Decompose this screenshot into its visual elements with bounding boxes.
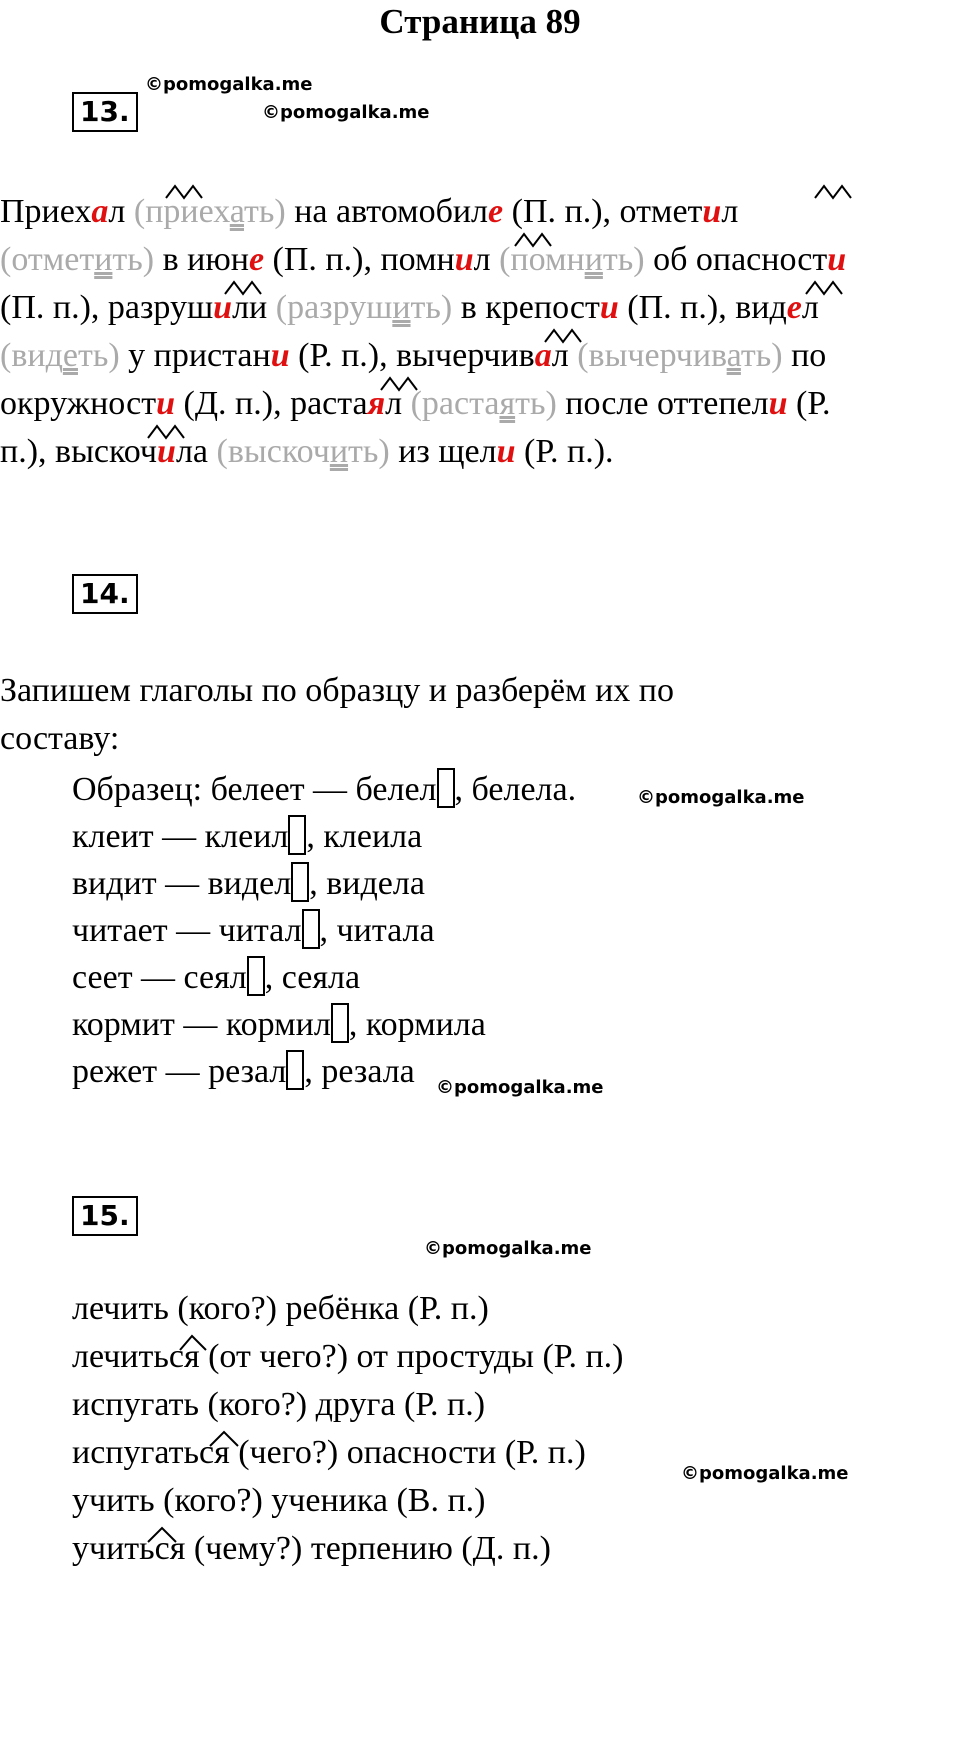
watermark: ©pomogalka.me (145, 74, 313, 95)
ex15-line: испугаться (чего?) опасности (Р. п.) (72, 1434, 586, 1471)
watermark: ©pomogalka.me (637, 787, 805, 808)
page-title: Страница 89 (379, 2, 581, 41)
ex14-row: клеит — клеил , клеила (72, 815, 422, 856)
ex15-line: лечить (кого?) ребёнка (Р. п.) (72, 1290, 489, 1327)
watermark: ©pomogalka.me (262, 102, 430, 123)
ex15-line: учить (кого?) ученика (В. п.) (72, 1482, 486, 1519)
ex13-line-2: (отметить) в июне (П. п.), помнил (помнить) об опасности (0, 241, 847, 278)
watermark: ©pomogalka.me (436, 1077, 604, 1098)
ex14-row: видит — видел , видела (72, 862, 425, 903)
watermark: ©pomogalka.me (681, 1463, 849, 1484)
ex13-line-5: окружности (Д. п.), растаял (растаять) после оттепели (Р. (0, 385, 831, 422)
ex15-line: учиться (чему?) терпению (Д. п.) (72, 1530, 551, 1567)
ex14-row: режет — резал , резала (72, 1050, 415, 1091)
exercise-number-14: 14. (72, 574, 138, 614)
ex13-line-3: (П. п.), разрушили (разрушить) в крепости (П. п.), видел (0, 289, 819, 326)
ex14-intro-line-1: Запишем глаголы по образцу и разберём их по (0, 672, 674, 709)
ex15-line: лечиться (от чего?) от простуды (Р. п.) (72, 1338, 624, 1375)
ex14-row: читает — читал , читала (72, 909, 435, 950)
ex13-line-4: (видеть) у пристани (Р. п.), вычерчивал (вычерчивать) по (0, 337, 827, 374)
exercise-number-13: 13. (72, 92, 138, 132)
ex14-row: сеет — сеял , сеяла (72, 956, 360, 997)
ex14-row: кормит — кормил , кормила (72, 1003, 486, 1044)
ex13-line-1: Приехал (приехать) на автомобиле (П. п.), отметил (0, 193, 739, 230)
exercise-number-15: 15. (72, 1196, 138, 1236)
ex14-intro-line-2: составу: (0, 720, 120, 757)
ex13-line-6: п.), выскочила (выскочить) из щели (Р. п.). (0, 433, 614, 470)
ex15-line: испугать (кого?) друга (Р. п.) (72, 1386, 486, 1423)
ex14-row: Образец: белеет — белел , белела. (72, 768, 576, 809)
watermark: ©pomogalka.me (424, 1238, 592, 1259)
